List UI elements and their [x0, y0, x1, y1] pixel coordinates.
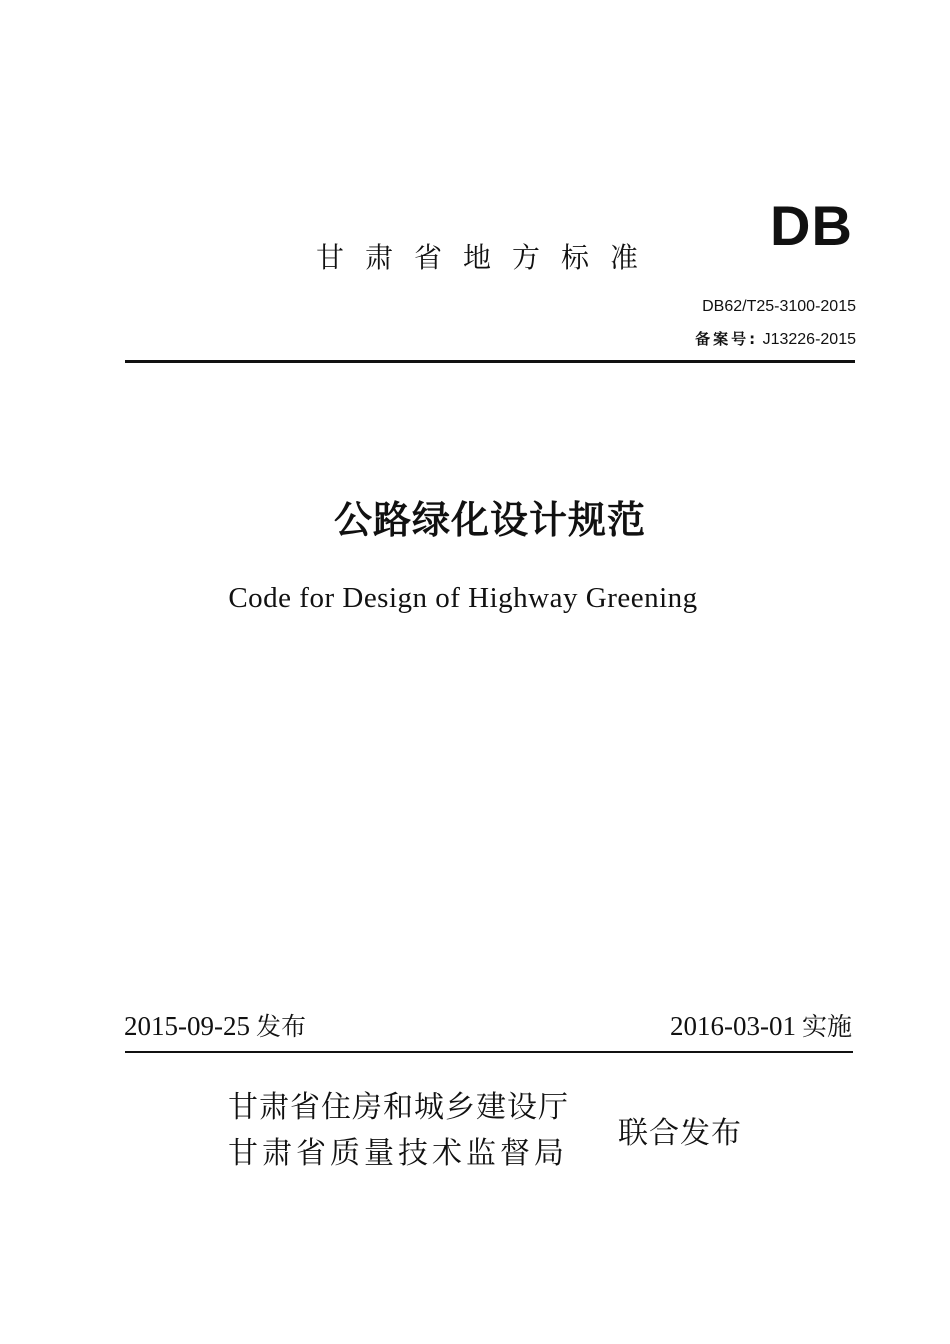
issuer-housing-department: 甘肃省住房和城乡建设厅	[228, 1090, 569, 1125]
db-logo: DB	[770, 194, 853, 257]
record-label: 备案号:	[695, 330, 759, 348]
implement-date-line	[670, 1008, 852, 1045]
standard-number: DB62/T25-3100-2015	[702, 298, 856, 315]
issuer-quality-bureau: 甘肃省质量技术监督局	[228, 1136, 568, 1171]
issue-label: 发布	[255, 1012, 306, 1041]
title-english: Code for Design of Highway Greening	[228, 582, 698, 614]
implement-label: 实施	[801, 1012, 852, 1041]
implement-date: 2016-03-01	[670, 1011, 796, 1041]
joint-issue-label: 联合发布	[618, 1116, 742, 1151]
issue-date-line	[124, 1008, 306, 1045]
bottom-divider	[125, 1051, 853, 1053]
title-chinese: 公路绿化设计规范	[333, 498, 646, 542]
standard-type: 甘肃省地方标准	[316, 241, 660, 274]
record-number-line	[695, 328, 856, 351]
issue-date: 2015-09-25	[124, 1011, 250, 1041]
top-divider	[125, 360, 855, 363]
record-number: J13226-2015	[762, 331, 856, 348]
